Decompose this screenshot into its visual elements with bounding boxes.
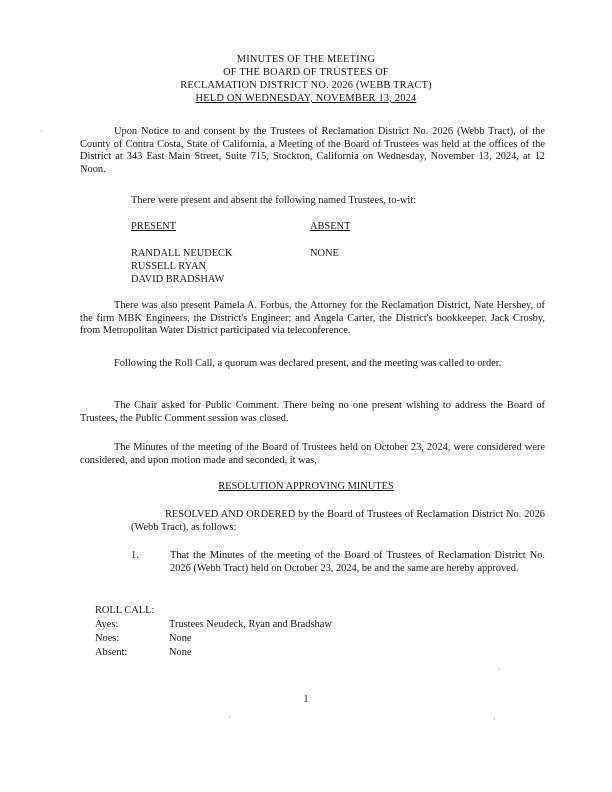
present-trustee-2: RUSSELL RYAN — [131, 261, 206, 272]
title-line-4 — [0, 93, 612, 106]
intro-paragraph: Upon Notice to and consent by the Trustees of Reclamation District No. 2026 (Webb Tract), of the County of Contra Costa, State of California, a Meeting of the Board of Trustees was held at the offices of the District at 343 East Main Street, Suite 715, Stockton, California on Wednesday, November 13, 2024, at 12 Noon. — [80, 126, 545, 175]
vote-noes-label: Noes: — [95, 633, 120, 644]
roll-call-paragraph: Following the Roll Call, a quorum was declared present, and the meeting was called to order. — [114, 358, 502, 369]
scan-speck: · — [228, 713, 231, 722]
vote-absent-label: Absent: — [95, 647, 128, 658]
present-heading: PRESENT — [131, 221, 177, 232]
title-line-3: RECLAMATION DISTRICT NO. 2026 (WEBB TRACT) — [180, 80, 432, 91]
scan-speck: · — [498, 665, 501, 674]
vote-ayes-value: Trustees Neudeck, Ryan and Bradshaw — [169, 619, 332, 630]
attendance-intro: There were present and absent the following named Trustees, to-wit: — [131, 195, 417, 206]
vote-absent-value: None — [169, 647, 192, 658]
meeting-date-heading: HELD ON WEDNESDAY, NOVEMBER 13, 2024 — [195, 93, 417, 104]
scan-speck: · — [493, 715, 496, 724]
vote-ayes-label: Ayes: — [95, 619, 119, 630]
absent-heading: ABSENT — [310, 221, 351, 232]
page-number: 1 — [303, 694, 309, 705]
also-present-paragraph: There was also present Pamela A. Forbus, the Attorney for the Reclamation District, Nate Hershey, of the firm MBK Engineers, the District's Engineer; and Angela Carter, the District's bookkeeper. Jack Crosby, from Metropolitan Water District participated via teleconference. — [80, 300, 545, 337]
scan-speck: · — [40, 127, 43, 136]
public-comment-paragraph: The Chair asked for Public Comment. There being no one present wishing to address the Board of Trustees, the Public Comment session was closed. — [80, 400, 545, 424]
absent-trustee-1: NONE — [310, 248, 339, 259]
title-line-2: OF THE BOARD OF TRUSTEES OF — [223, 67, 389, 78]
title-line-1: MINUTES OF THE MEETING — [236, 54, 376, 65]
present-trustee-1: RANDALL NEUDECK — [131, 248, 233, 259]
resolution-heading: RESOLUTION APPROVING MINUTES — [218, 481, 394, 492]
roll-call-heading: ROLL CALL: — [95, 605, 155, 616]
resolution-item-number: 1. — [131, 550, 139, 561]
resolved-paragraph: RESOLVED AND ORDERED by the Board of Trustees of Reclamation District No. 2026 (Webb Tract), as follows: — [131, 509, 545, 533]
resolution-item-text: That the Minutes of the meeting of the Board of Trustees of Reclamation District No. 2026 (Webb Tract) held on October 23, 2024, be and the same are hereby approved. — [170, 550, 545, 574]
vote-noes-value: None — [169, 633, 192, 644]
present-trustee-3: DAVID BRADSHAW — [131, 274, 225, 285]
minutes-paragraph: The Minutes of the meeting of the Board of Trustees held on October 23, 2024, were considered were considered, and upon motion made and seconded, it was, — [80, 442, 545, 466]
